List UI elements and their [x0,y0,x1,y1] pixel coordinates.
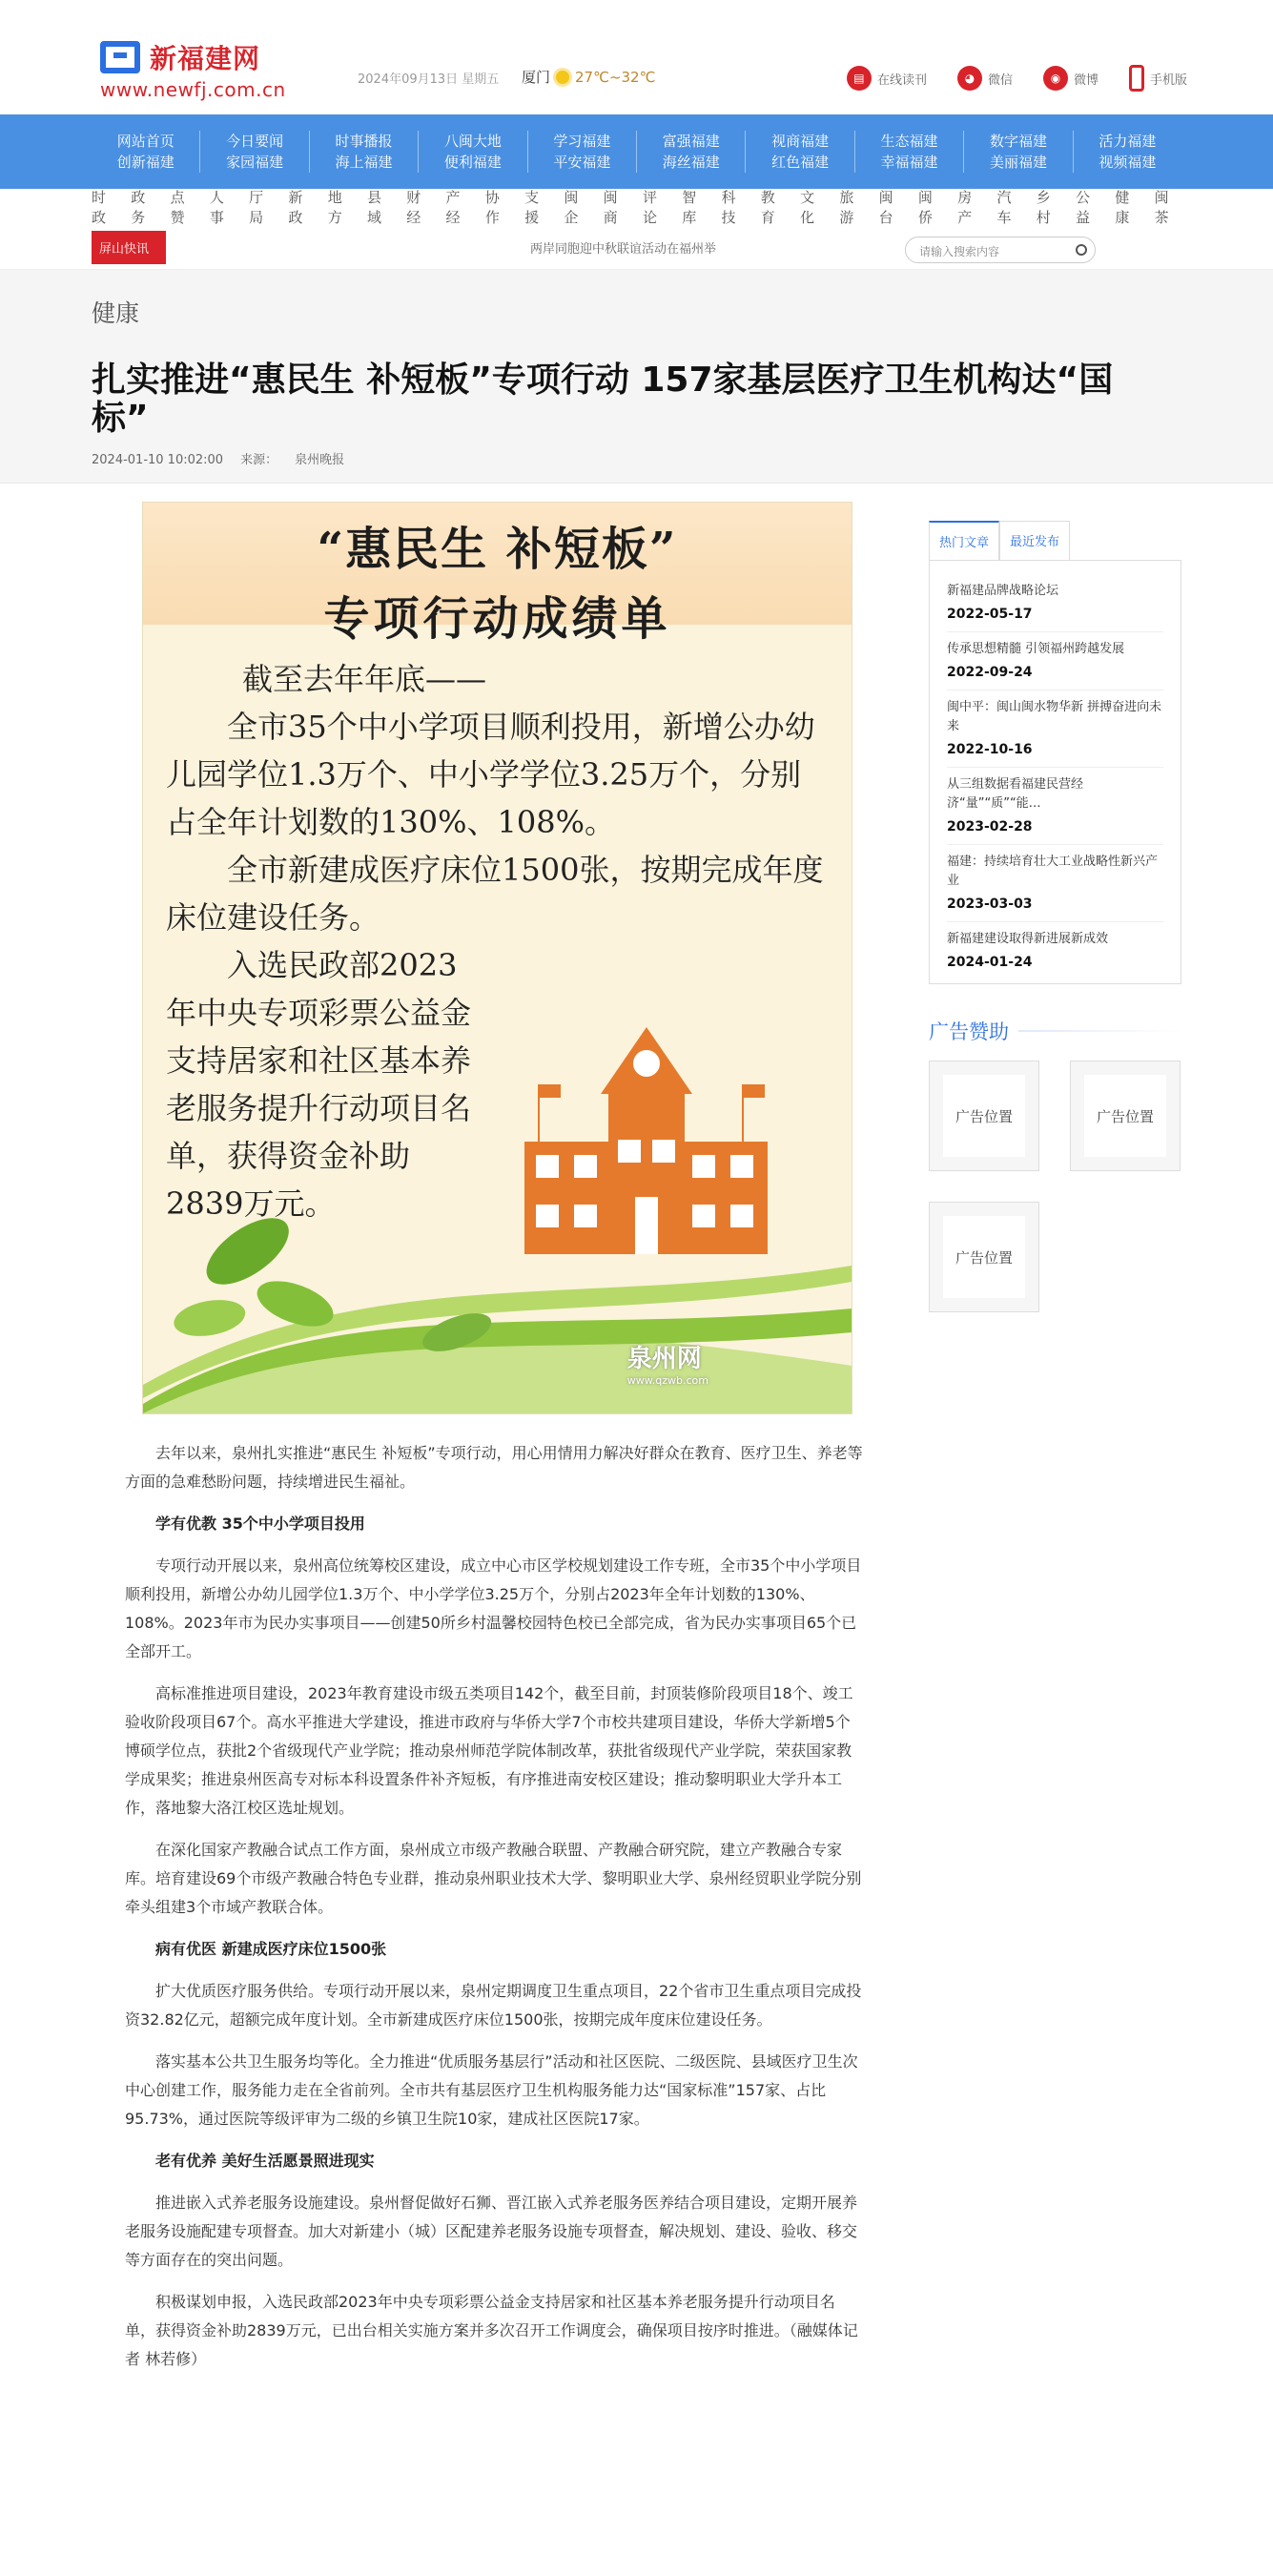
tool-label: 在线读刊 [876,72,927,88]
logo-mark-icon [100,41,140,73]
weibo-link[interactable] [1043,65,1098,92]
subnav-link[interactable]: 财经 [406,189,421,226]
nav-link[interactable]: 视频福建 [1098,154,1157,171]
sidebar-article-title[interactable]: 从三组数据看福建民营经济“量”“质”“能… [947,777,1084,811]
section-heading: 学有优教 35个中小学项目投用 [155,1515,365,1533]
sidebar-article-item[interactable] [947,845,1163,922]
nav-link[interactable]: 时事播报 [335,133,393,150]
poster-heading-line2: 专项行动成绩单 [323,592,671,646]
article-title: 扎实推进“惠民生 补短板”专项行动 157家基层医疗卫生机构达“国标” [92,361,1114,438]
section-heading: 病有优医 新建成医疗床位1500张 [155,1940,387,1958]
leaves-decoration [143,1175,852,1413]
sidebar-article-date: 2023-02-28 [947,819,1033,835]
nav-link[interactable]: 富强福建 [662,133,720,150]
poster-line: 截至去年年底—— [242,661,487,697]
tool-label: 微信 [987,72,1013,88]
sidebar-article-title[interactable]: 新福建建设取得新进展新成效 [947,932,1109,946]
subnav-link[interactable]: 房产 [957,189,973,226]
nav-item-1 [200,131,309,173]
subnav-link[interactable]: 闽侨 [917,189,933,226]
nav-item-7 [855,131,964,173]
nav-link[interactable]: 平安福建 [553,154,611,171]
poster-line: 全市新建成医疗床位1500张，按期完成年度床位建设任务。 [166,852,824,936]
source-name: 泉州晚报 [295,453,345,467]
subnav-link[interactable]: 闽商 [603,189,618,226]
sidebar-article-title[interactable]: 新福建品牌战略论坛 [947,584,1059,598]
publish-time: 2024-01-10 10:02:00 [92,453,224,467]
sidebar-article-item[interactable] [947,922,1163,979]
news-bar [92,225,1181,269]
subnav-link[interactable]: 县域 [366,189,381,226]
article-paragraph: 专项行动开展以来，泉州高位统筹校区建设，成立中心市区学校规划建设工作专班，全市35个中小学项目顺利投用，新增公办幼儿园学位1.3万个、中小学学位3.25万个，分别占2023年全年计划数的130%、108%。2023年市为民办实事项目——创建50所乡村温馨校园特色校已全部完成，省为民办实事项目65个已全部开工。 [125,1556,862,1660]
sun-icon [556,71,569,84]
ad-grid [929,1061,1181,1312]
logo-name: 新福建网 [150,43,261,74]
search-input[interactable] [905,237,1096,263]
sidebar-tabs [929,521,1181,561]
nav-item-4 [528,131,637,173]
flash-news-label: 屏山快讯 [92,231,166,264]
online-magazine-link[interactable] [847,65,927,92]
tab-recent[interactable]: 最近发布 [999,521,1070,560]
nav-link[interactable]: 网站首页 [116,133,175,150]
sidebar-article-title[interactable]: 传承思想精髓 引领福州跨越发展 [947,642,1125,656]
sidebar-article-date: 2024-01-24 [947,955,1033,970]
phone-icon [1129,65,1144,92]
subnav-link[interactable]: 公益 [1076,189,1091,226]
subnav-link[interactable]: 点赞 [170,189,185,226]
header-tools [847,65,1187,92]
subnav-link[interactable]: 闽茶 [1154,189,1169,226]
nav-item-0 [92,131,200,173]
poster-heading-line1: “惠民生 补短板” [317,523,678,576]
nav-item-8 [964,131,1073,173]
nav-link[interactable]: 便利福建 [443,154,502,171]
section-heading: 老有优养 美好生活愿景照进现实 [155,2152,375,2170]
subnav-link[interactable]: 乡村 [1036,189,1051,226]
ad-slot[interactable]: 广告位置 [1070,1061,1181,1171]
subnav-link[interactable]: 汽车 [996,189,1012,226]
subnav-link[interactable]: 教育 [760,189,775,226]
nav-link[interactable]: 家园福建 [226,154,284,171]
subnav-link[interactable]: 科技 [721,189,736,226]
poster-line: 入选民政部2023年中央专项彩票公益金支持居家和社区基本养老服务提升行动项目名单，获得资金补助2839万元。 [166,947,472,1222]
subnav-link[interactable]: 地方 [327,189,342,226]
source-label: 来源： [240,453,278,467]
subnav-link[interactable]: 健康 [1115,189,1130,226]
sidebar-article-date: 2022-10-16 [947,742,1033,757]
nav-link[interactable]: 美丽福建 [989,154,1047,171]
flag-icon [538,1084,540,1142]
ad-slot[interactable]: 广告位置 [929,1202,1039,1312]
site-logo[interactable] [100,38,286,101]
nav-item-5 [637,131,746,173]
subnav-link[interactable]: 评论 [642,189,657,226]
nav-link[interactable]: 今日要闻 [226,133,284,150]
main-content [92,484,1181,2572]
subnav-link[interactable]: 产经 [445,189,461,226]
nav-link[interactable]: 生态福建 [880,133,938,150]
sidebar-article-list [929,561,1181,984]
sidebar-article-item[interactable] [947,574,1163,632]
subnav-link[interactable]: 新政 [288,189,303,226]
wechat-icon: ◕ [957,66,982,91]
top-bar [0,0,1273,114]
sidebar-article-item[interactable] [947,632,1163,690]
poster-line: 全市35个中小学项目顺利投用，新增公办幼儿园学位1.3万个、中小学学位3.25万个，分别占全年计划数的130%、108%。 [166,709,815,840]
book-icon: ▤ [847,66,872,91]
nav-link[interactable]: 红色福建 [771,154,830,171]
search-placeholder: 请输入搜索内容 [919,245,1000,258]
main-nav [0,114,1273,189]
sidebar-article-date: 2022-05-17 [947,607,1033,622]
mobile-link[interactable] [1129,65,1187,92]
nav-link[interactable]: 海上福建 [335,154,393,171]
tool-label: 手机版 [1149,72,1187,88]
sidebar-article-date: 2023-03-03 [947,896,1033,912]
nav-link[interactable]: 八闽大地 [443,133,502,150]
watermark-text: 泉州网 [626,1345,702,1373]
weather [522,67,655,87]
window [652,1140,675,1163]
nav-link[interactable]: 数字福建 [989,133,1047,150]
sidebar-article-title[interactable]: 福建：持续培育壮大工业战略性新兴产业 [947,855,1159,888]
sidebar-article-title[interactable]: 闽中平：闽山闽水物华新 拼搏奋进向未来 [947,700,1162,733]
watermark-url: www.qzwb.com [626,1374,708,1387]
subnav-link[interactable]: 闽台 [878,189,893,226]
subnav-link[interactable]: 人事 [209,189,224,226]
nav-link[interactable]: 幸福福建 [880,154,938,171]
category-label[interactable]: 健康 [92,299,140,327]
weather-temp: 27℃~32℃ [575,68,656,86]
subnav-link[interactable]: 时政 [92,189,107,226]
ad-slot[interactable]: 广告位置 [929,1061,1039,1171]
logo-url: www.newfj.com.cn [100,78,286,101]
nav-link[interactable]: 视商福建 [771,133,830,150]
search-icon[interactable] [1076,244,1087,256]
nav-item-6 [746,131,854,173]
article-paragraph: 高标准推进项目建设，2023年教育建设市级五类项目142个，截至目前，封顶装修阶段项目18个、竣工验收阶段项目67个。高水平推进大学建设，推进市政府与华侨大学7个市校共建项目建设，华侨大学新增5个博硕学位点，获批2个省级现代产业学院；推动泉州师范学院体制改革，获批省级现代产业学院，荣获国家教学成果奖；推进泉州医高专对标本科设置条件补齐短板，有序推进南安校区建设；推动黎明职业大学升本工作，落地黎大洛江校区选址规划。 [125,1684,853,1817]
article-poster-image [142,502,852,1414]
subnav-link[interactable]: 协作 [484,189,500,226]
subnav-link[interactable]: 闽企 [564,189,579,226]
sidebar-article-date: 2022-09-24 [947,665,1033,680]
sub-nav [92,189,1181,225]
ad-section-title: 广告赞助 [929,1017,1181,1045]
wechat-link[interactable] [957,65,1013,92]
window [618,1140,641,1163]
subnav-link[interactable]: 智库 [682,189,697,226]
weather-city: 厦门 [522,69,551,86]
article-paragraph: 去年以来，泉州扎实推进“惠民生 补短板”专项行动，用心用情用力解决好群众在教育、医疗卫生、养老等方面的急难愁盼问题，持续增进民生福祉。 [125,1444,863,1491]
flag-icon [742,1084,744,1142]
nav-item-9 [1074,131,1181,173]
nav-link[interactable]: 海丝福建 [662,154,720,171]
subnav-link[interactable]: 政务 [131,189,146,226]
current-date: 2024年09月13日 星期五 [358,72,500,87]
nav-link[interactable]: 活力福建 [1098,133,1157,150]
subnav-link[interactable]: 厅局 [249,189,264,226]
nav-link[interactable]: 学习福建 [553,133,611,150]
clock-icon [629,1046,664,1081]
nav-item-3 [419,131,527,173]
tab-hot-articles[interactable]: 热门文章 [929,521,999,560]
subnav-link[interactable]: 文化 [800,189,815,226]
article-meta [92,449,1181,467]
article-paragraph: 积极谋划申报，入选民政部2023年中央专项彩票公益金支持居家和社区基本养老服务提升行动项目名单，获得资金补助2839万元，已出台相关实施方案并多次召开工作调度会，确保项目按序时推进。（融媒体记者 林若修） [125,2293,858,2368]
nav-item-2 [310,131,419,173]
article-body [125,1439,864,2387]
article-paragraph: 在深化国家产教融合试点工作方面，泉州成立市级产教融合联盟、产教融合研究院，建立产教融合专家库。培育建设69个市级产教融合特色专业群，推动泉州职业技术大学、黎明职业大学、泉州经贸职业学院分别牵头组建3个市域产教联合体。 [125,1841,862,1916]
subnav-link[interactable]: 旅游 [839,189,854,226]
subnav-link[interactable]: 支援 [524,189,540,226]
news-ticker[interactable]: 两岸同胞迎中秋联谊活动在福州举 [530,242,717,257]
article-header [0,269,1273,484]
watermark [627,1339,708,1387]
sidebar [929,521,1181,1312]
article-paragraph: 落实基本公共卫生服务均等化。全力推进“优质服务基层行”活动和社区医院、二级医院、县域医疗卫生次中心创建工作，服务能力走在全省前列。全市共有基层医疗卫生机构服务能力达“国家标准”157家、占比95.73%，通过医院等级评审为二级的乡镇卫生院10家，建成社区医院17家。 [125,2052,858,2128]
sidebar-article-item[interactable] [947,768,1163,845]
poster-heading [143,503,852,646]
article-paragraph: 扩大优质医疗服务供给。专项行动开展以来，泉州定期调度卫生重点项目，22个省市卫生重点项目完成投资32.82亿元，超额完成年度计划。全市新建成医疗床位1500张，按期完成年度床位建设任务。 [125,1982,862,2029]
nav-link[interactable]: 创新福建 [116,154,175,171]
sidebar-article-item[interactable] [947,690,1163,768]
tool-label: 微博 [1073,72,1098,88]
article-paragraph: 推进嵌入式养老服务设施建设。泉州督促做好石狮、晋江嵌入式养老服务医养结合项目建设，定期开展养老服务设施配建专项督查。加大对新建小（城）区配建养老服务设施专项督查，解决规划、建设、验收、移交等方面存在的突出问题。 [125,2194,858,2269]
weibo-icon: ◉ [1043,66,1068,91]
